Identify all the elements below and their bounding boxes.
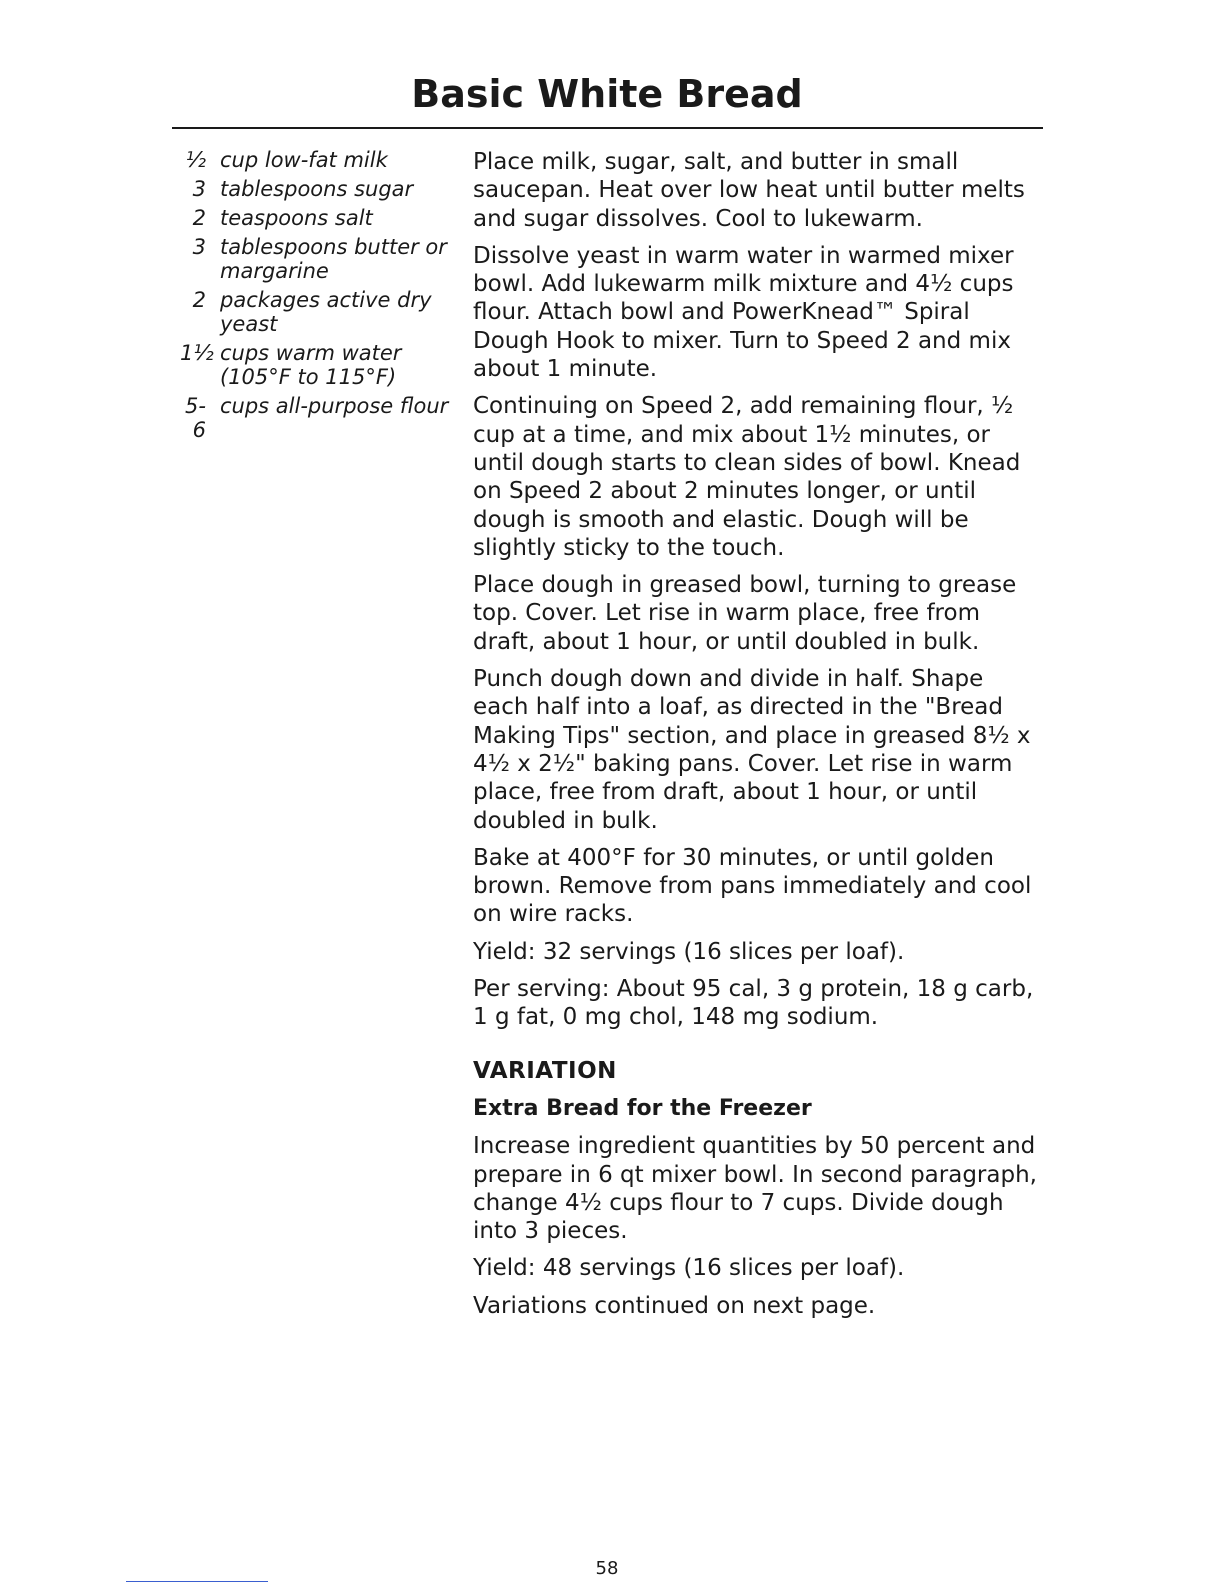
instruction-paragraph: Place dough in greased bowl, turning to grease top. Cover. Let rise in warm place, free from draft, about 1 hour, or until doubled in bulk. — [473, 572, 1017, 655]
ingredient-quantity: 5-6 — [185, 394, 206, 442]
variation-subheading: Extra Bread for the Freezer — [473, 1095, 812, 1121]
instruction-paragraph: Dissolve yeast in warm water in warmed mixer bowl. Add lukewarm milk mixture and 4½ cups flour. Attach bowl and PowerKnead™ Spiral Dough Hook to mixer. Turn to Speed 2 and mix about 1 minute. — [473, 242, 1014, 383]
page-number: 58 — [595, 1558, 619, 1579]
ingredient-name: cups all-purpose flour — [220, 394, 449, 418]
variation-paragraph: Increase ingredient quantities by 50 percent and prepare in 6 qt mixer bowl. In second paragraph, change 4½ cups flour to 7 cups. Divide dough into 3 pieces. — [473, 1133, 1037, 1245]
ingredient-quantity: 3 — [192, 235, 206, 259]
ingredient-item — [180, 206, 450, 230]
ingredient-item — [180, 288, 450, 336]
ingredient-name: cup low-fat milk — [220, 148, 388, 172]
ingredient-name: teaspoons salt — [220, 206, 373, 230]
ingredient-item — [180, 148, 450, 172]
instruction-paragraph: Continuing on Speed 2, add remaining flour, ½ cup at a time, and mix about 1½ minutes, or until dough starts to clean sides of bowl. Knead on Speed 2 about 2 minutes longer, or until dough is smooth and elastic. Dough will be slightly sticky to the touch. — [473, 393, 1021, 561]
ingredient-quantity: 3 — [192, 177, 206, 201]
page-title: Basic White Bread — [411, 72, 803, 116]
ingredient-list — [180, 148, 450, 447]
ingredient-name: tablespoons sugar — [220, 177, 414, 201]
title-divider — [172, 127, 1043, 129]
ingredient-quantity: 2 — [192, 288, 206, 312]
footer-line — [126, 1581, 268, 1582]
ingredient-quantity: 2 — [192, 206, 206, 230]
ingredient-item — [180, 394, 450, 442]
ingredient-quantity: ½ — [185, 148, 206, 172]
ingredient-name: cups warm water (105°F to 115°F) — [220, 341, 402, 389]
ingredient-item — [180, 235, 450, 283]
nutrition-text: Per serving: About 95 cal, 3 g protein, 18 g carb, 1 g fat, 0 mg chol, 148 mg sodium. — [473, 976, 1034, 1031]
ingredient-quantity: 1½ — [180, 341, 214, 365]
variation-yield-text: Yield: 48 servings (16 slices per loaf). — [473, 1255, 905, 1282]
ingredient-name: tablespoons butter or margarine — [220, 235, 447, 283]
ingredient-item — [180, 177, 450, 201]
continued-note: Variations continued on next page. — [473, 1292, 876, 1319]
ingredient-item — [180, 341, 450, 389]
variation-heading: VARIATION — [473, 1057, 617, 1084]
ingredient-name: packages active dry yeast — [220, 288, 432, 336]
instruction-paragraph: Punch dough down and divide in half. Shape each half into a loaf, as directed in the "Bread Making Tips" section, and place in greased 8½ x 4½ x 2½" baking pans. Cover. Let rise in warm place, free from draft, about 1 hour, or until doubled in bulk. — [473, 666, 1031, 834]
instruction-paragraph: Bake at 400°F for 30 minutes, or until golden brown. Remove from pans immediately and cool on wire racks. — [473, 844, 1032, 928]
instructions-column — [473, 148, 1038, 1329]
yield-text: Yield: 32 servings (16 slices per loaf). — [473, 938, 905, 965]
instruction-paragraph: Place milk, sugar, salt, and butter in small saucepan. Heat over low heat until butter melts and sugar dissolves. Cool to lukewarm. — [473, 149, 1025, 232]
